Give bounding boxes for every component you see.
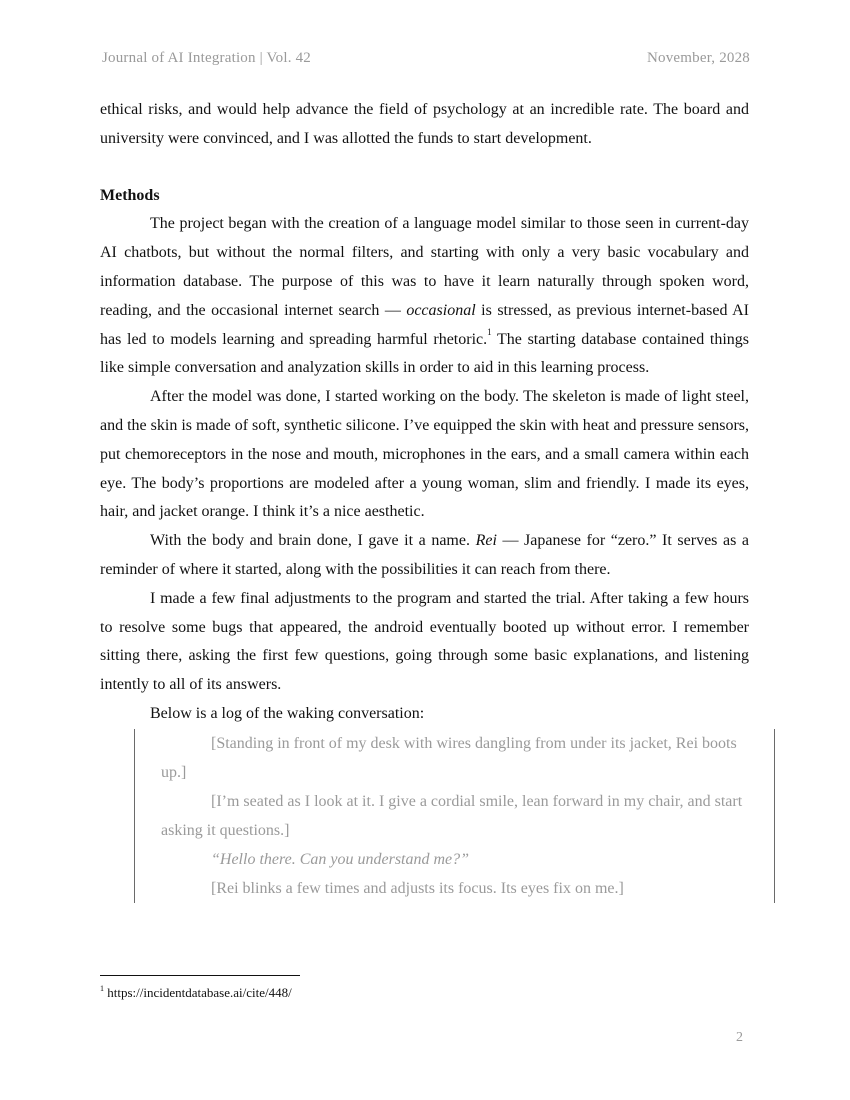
footnote-reference[interactable]: 1: [487, 327, 492, 338]
conversation-log: [134, 729, 775, 903]
log-entry: [Rei blinks a few times and adjusts its focus. Its eyes fix on me.]: [211, 879, 624, 897]
main-text: [100, 96, 749, 903]
p1-text-c: The starting database contained things like simple conversation and analyzation skills in order to aid in this learning process.: [100, 330, 750, 377]
log-entry: [I’m seated as I look at it. I give a cordial smile, lean forward in my chair, and start asking it questions.]: [161, 792, 743, 839]
methods-paragraph-3: [100, 527, 749, 585]
methods-paragraph-1: [100, 210, 749, 383]
running-header: [102, 50, 750, 67]
p1-text-a: The project began with the creation of a language model similar to those seen in current-day AI chatbots, but without the normal filters, and starting with only a very basic vocabulary and information database. The purpose of this was to have it learn naturally through spoken word, reading, and the occasional internet search —: [100, 215, 749, 319]
page-number: 2: [736, 1030, 743, 1045]
p1-emphasis: occasional: [406, 301, 476, 319]
footnote-number: 1: [100, 983, 104, 993]
log-entry: [Standing in front of my desk with wires dangling from under its jacket, Rei boots up.]: [161, 734, 737, 781]
footnote-link[interactable]: https://incidentdatabase.ai/cite/448/: [107, 985, 292, 1000]
journal-title: Journal of AI Integration | Vol. 42: [102, 50, 312, 66]
footnote-divider: [100, 975, 300, 976]
p3-emphasis: Rei: [475, 532, 497, 550]
footnote: [100, 985, 292, 1001]
intro-continuation: ethical risks, and would help advance the field of psychology at an incredible rate. The board and university were convinced, and I was allotted the funds to start development.: [100, 101, 749, 147]
p3-text-a: With the body and brain done, I gave it a name.: [150, 532, 476, 550]
p1-text-b: is stressed, as previous internet-based AI has led to models learning and spreading harmful rhetoric.: [100, 301, 749, 348]
section-heading-methods: Methods: [100, 186, 160, 204]
p3-text-b: — Japanese for “zero.” It serves as a reminder of where it started, along with the possibilities it can reach from there.: [100, 532, 749, 578]
issue-date: November, 2028: [646, 50, 750, 66]
methods-paragraph-5: Below is a log of the waking conversation:: [150, 704, 425, 722]
methods-paragraph-4: I made a few final adjustments to the program and started the trial. After taking a few hours to resolve some bugs that appeared, the android eventually booted up without error. I remember sitting there, asking the first few questions, going through some basic explanations, and listening intently to all of its answers.: [100, 589, 749, 694]
log-entry-speech: “Hello there. Can you understand me?”: [211, 850, 470, 868]
methods-paragraph-2: After the model was done, I started working on the body. The skeleton is made of light steel, and the skin is made of soft, synthetic silicone. I’ve equipped the skin with heat and pressure sensors, put chemoreceptors in the nose and mouth, microphones in the ears, and a small camera within each eye. The body’s proportions are modeled after a young woman, slim and friendly. I made its eyes, hair, and jacket orange. I think it’s a nice aesthetic.: [100, 388, 749, 521]
